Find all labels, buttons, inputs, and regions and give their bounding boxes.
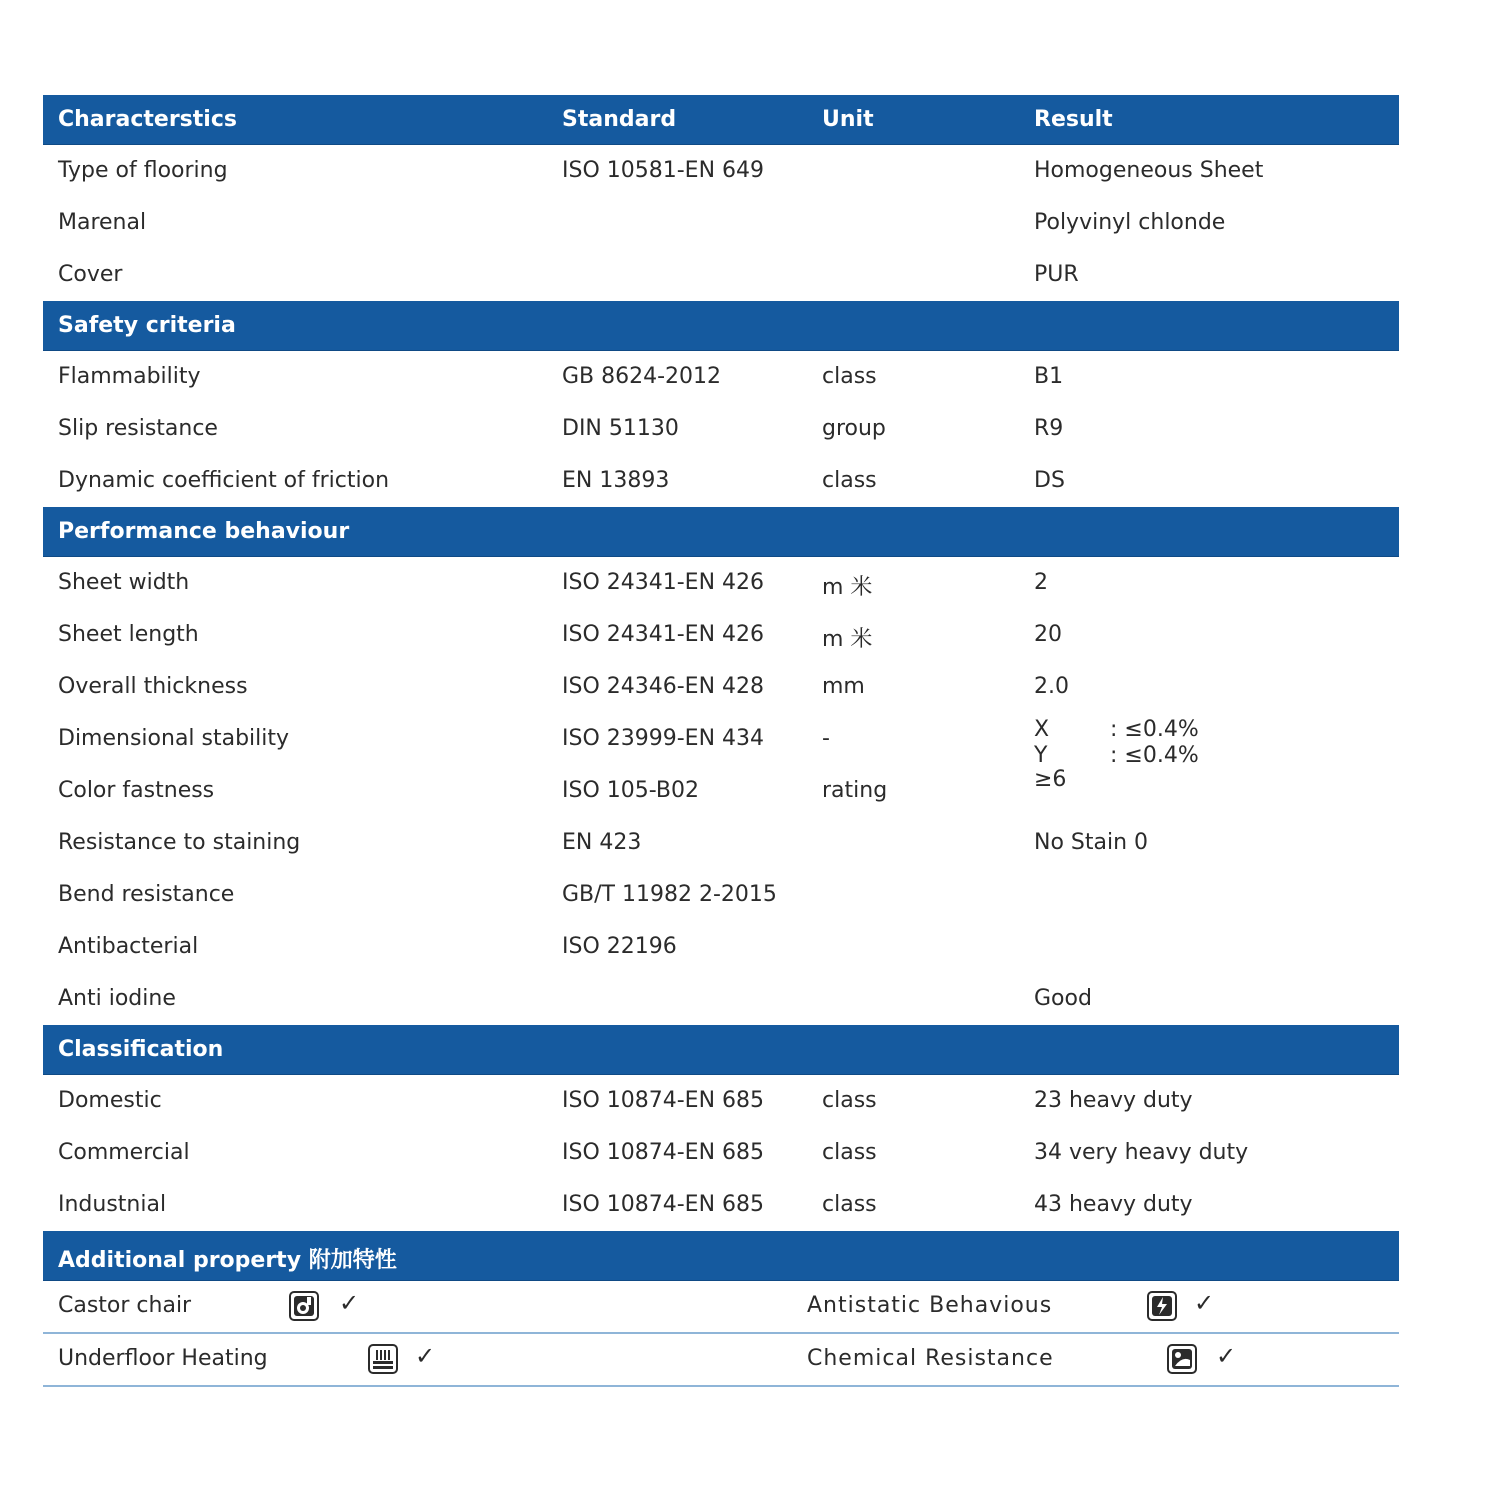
table-row (43, 713, 1399, 768)
row-name: Antibacterial (58, 934, 199, 959)
underfloor-heating-check-icon: ✓ (415, 1342, 436, 1370)
row-standard: ISO 24346-EN 428 (562, 674, 765, 699)
row-result: PUR (1034, 262, 1079, 287)
row-standard: ISO 24341-EN 426 (562, 622, 765, 647)
spec-table (43, 95, 1399, 1387)
castor-chair-label: Castor chair (58, 1293, 192, 1318)
table-row (43, 249, 1399, 301)
row-result: No Stain 0 (1034, 830, 1149, 855)
row-unit: class (822, 1140, 877, 1165)
axis-x-label: X (1034, 717, 1050, 742)
row-standard: ISO 10581-EN 649 (562, 158, 765, 183)
section-header-performance (43, 507, 1399, 557)
row-name: Slip resistance (58, 416, 218, 441)
row-result: 20 (1034, 622, 1062, 647)
row-standard: ISO 23999-EN 434 (562, 726, 765, 751)
table-row (43, 403, 1399, 455)
row-name: Domestic (58, 1088, 162, 1113)
row-name: Color fastness (58, 778, 215, 803)
header-standard: Standard (562, 107, 677, 132)
row-name: Bend resistance (58, 882, 235, 907)
row-unit: mm (822, 674, 865, 699)
table-row (43, 869, 1399, 921)
axis-y-label: Y (1034, 743, 1048, 768)
row-standard: ISO 10874-EN 685 (562, 1140, 765, 1165)
underfloor-heating-icon (368, 1344, 398, 1374)
section-title: Performance behaviour (58, 519, 350, 544)
section-header-additional (43, 1231, 1399, 1281)
table-row (43, 145, 1399, 197)
section-header-classification (43, 1025, 1399, 1075)
row-unit: class (822, 1192, 877, 1217)
table-row (43, 351, 1399, 403)
additional-row (43, 1281, 1399, 1334)
table-row (43, 921, 1399, 973)
row-standard: EN 423 (562, 830, 642, 855)
table-header (43, 95, 1399, 145)
row-name: Industnial (58, 1192, 167, 1217)
table-row (43, 973, 1399, 1025)
table-row (43, 765, 1399, 817)
row-result: 34 very heavy duty (1034, 1140, 1249, 1165)
table-row (43, 609, 1399, 661)
section-header-safety (43, 301, 1399, 351)
row-result: Polyvinyl chlonde (1034, 210, 1226, 235)
antistatic-check-icon: ✓ (1194, 1289, 1215, 1317)
row-unit: class (822, 364, 877, 389)
row-standard: ISO 10874-EN 685 (562, 1088, 765, 1113)
row-name: Resistance to staining (58, 830, 301, 855)
row-unit: - (822, 726, 830, 751)
row-standard: EN 13893 (562, 468, 670, 493)
row-unit: m 米 (822, 575, 873, 600)
row-result: B1 (1034, 364, 1064, 389)
antistatic-label: Antistatic Behavious (807, 1293, 1053, 1318)
row-name: Type of flooring (58, 158, 228, 183)
chemical-resistance-label: Chemical Resistance (807, 1346, 1054, 1371)
row-name: Dimensional stability (58, 726, 290, 751)
row-unit: class (822, 1088, 877, 1113)
row-standard: DIN 51130 (562, 416, 679, 441)
axis-y-value: : ≤0.4% (1110, 743, 1199, 768)
row-name: Sheet length (58, 622, 199, 647)
row-standard: GB/T 11982 2-2015 (562, 882, 777, 907)
chemical-resistance-check-icon: ✓ (1216, 1342, 1237, 1370)
row-name: Flammability (58, 364, 201, 389)
row-result: ≥6 (1034, 767, 1067, 792)
section-title: Safety criteria (58, 313, 236, 338)
row-unit: m 米 (822, 627, 873, 652)
header-characteristics: Characterstics (58, 107, 237, 132)
section-title: Additional property 附加特性 (58, 1248, 397, 1273)
row-result: 23 heavy duty (1034, 1088, 1193, 1113)
table-row (43, 197, 1399, 249)
row-unit: rating (822, 778, 888, 803)
table-row (43, 817, 1399, 869)
table-row (43, 1127, 1399, 1179)
row-standard: ISO 22196 (562, 934, 677, 959)
row-result: 2 (1034, 570, 1048, 595)
castor-chair-check-icon: ✓ (339, 1289, 360, 1317)
row-standard: ISO 24341-EN 426 (562, 570, 765, 595)
table-row (43, 557, 1399, 609)
additional-row (43, 1334, 1399, 1387)
row-result: R9 (1034, 416, 1064, 441)
axis-x-value: : ≤0.4% (1110, 717, 1199, 742)
castor-chair-icon (289, 1291, 319, 1321)
row-result: Homogeneous Sheet (1034, 158, 1264, 183)
row-name: Commercial (58, 1140, 190, 1165)
row-name: Cover (58, 262, 123, 287)
row-unit: class (822, 468, 877, 493)
underfloor-heating-label: Underfloor Heating (58, 1346, 268, 1371)
row-name: Anti iodine (58, 986, 176, 1011)
row-name: Overall thickness (58, 674, 248, 699)
section-title: Classification (58, 1037, 224, 1062)
row-result: Good (1034, 986, 1092, 1011)
table-row (43, 661, 1399, 713)
row-name: Sheet width (58, 570, 190, 595)
row-name: Dynamic coefficient of friction (58, 468, 390, 493)
antistatic-icon (1147, 1291, 1177, 1321)
dimensional-stability-result (1034, 717, 1199, 769)
header-unit: Unit (822, 107, 874, 132)
table-row (43, 1179, 1399, 1231)
row-result: 43 heavy duty (1034, 1192, 1193, 1217)
row-standard: ISO 10874-EN 685 (562, 1192, 765, 1217)
row-name: Marenal (58, 210, 147, 235)
table-row (43, 1075, 1399, 1127)
header-result: Result (1034, 107, 1113, 132)
row-result: 2.0 (1034, 674, 1069, 699)
row-standard: GB 8624-2012 (562, 364, 722, 389)
row-standard: ISO 105-B02 (562, 778, 699, 803)
row-result: DS (1034, 468, 1065, 493)
row-unit: group (822, 416, 886, 441)
chemical-resistance-icon (1167, 1344, 1197, 1374)
table-row (43, 455, 1399, 507)
